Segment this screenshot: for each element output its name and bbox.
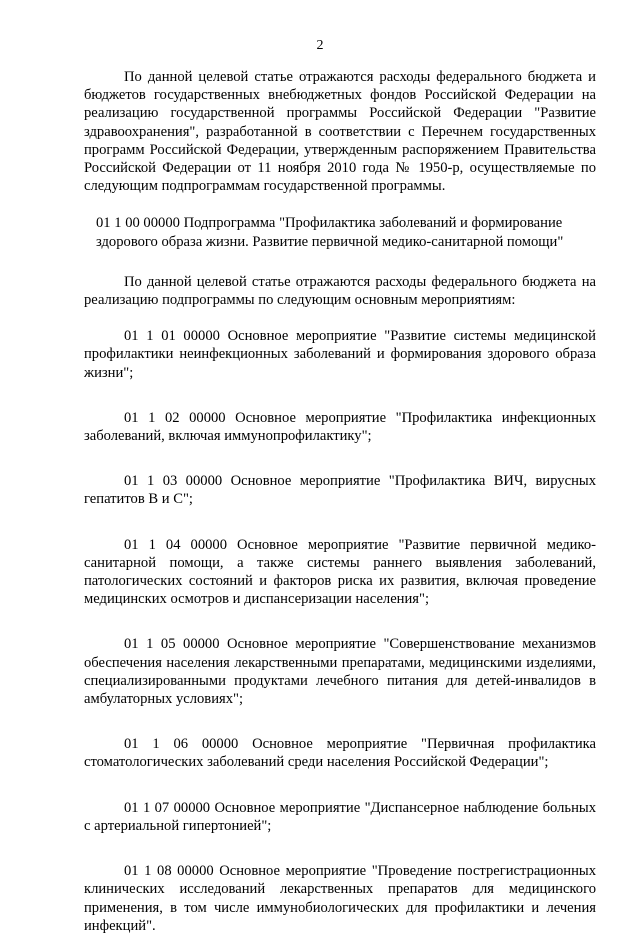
measure-paragraph-01: 01 1 01 00000 Основное мероприятие "Развитие системы медицинской профилактики неинфекционных заболеваний и формирования здорового образа жизни"; <box>84 328 596 381</box>
measure-paragraph-05: 01 1 05 00000 Основное мероприятие "Совершенствование механизмов обеспечения населения лекарственными препаратами, медицинскими изделиями, специализированными продуктами лечебного питания для детей-инвалидов в амбулаторных условиях"; <box>84 636 596 708</box>
measure-paragraph-04: 01 1 04 00000 Основное мероприятие "Развитие первичной медико-санитарной помощи, а также системы раннего выявления заболеваний, патологических состояний и факторов риска их развития, включая проведение медицинских осмотров и диспансеризации населения"; <box>84 536 596 608</box>
measure-paragraph-08: 01 1 08 00000 Основное мероприятие "Проведение пострегистрационных клинических исследований лекарственных препаратов для медицинского применения, в том числе иммунобиологических для профилактики и лечения инфекций". <box>84 863 596 934</box>
measure-paragraph-03: 01 1 03 00000 Основное мероприятие "Профилактика ВИЧ, вирусных гепатитов B и C"; <box>84 473 596 508</box>
measure-paragraph-06: 01 1 06 00000 Основное мероприятие "Первичная профилактика стоматологических заболеваний среди населения Российской Федерации"; <box>84 736 596 771</box>
measure-paragraph-02: 01 1 02 00000 Основное мероприятие "Профилактика инфекционных заболеваний, включая иммунопрофилактику"; <box>84 409 596 445</box>
subprogram-intro-paragraph: По данной целевой статье отражаются расходы федерального бюджета на реализацию подпрограммы по следующим основным мероприятиям: <box>84 273 596 309</box>
intro-paragraph: По данной целевой статье отражаются расходы федерального бюджета и бюджетов государственных внебюджетных фондов Российской Федерации на реализацию государственной программы Российской Федерации "Развитие здравоохранения", разработанной в соответствии с Перечнем государственных программ Российской Федерации, утвержденным распоряжением Правительства Российской Федерации от 11 ноября 2010 года № 1950-р, осуществляемые по следующим подпрограммам государственной программы. <box>84 69 596 195</box>
subprogram-heading: 01 1 00 00000 Подпрограмма "Профилактика заболеваний и формирование здорового образа жизни. Развитие первичной медико-санитарной помощи" <box>96 215 564 250</box>
measure-paragraph-07: 01 1 07 00000 Основное мероприятие "Диспансерное наблюдение больных с артериальной гипертонией"; <box>84 799 596 834</box>
page-number: 2 <box>316 38 324 53</box>
document-body <box>84 68 596 935</box>
